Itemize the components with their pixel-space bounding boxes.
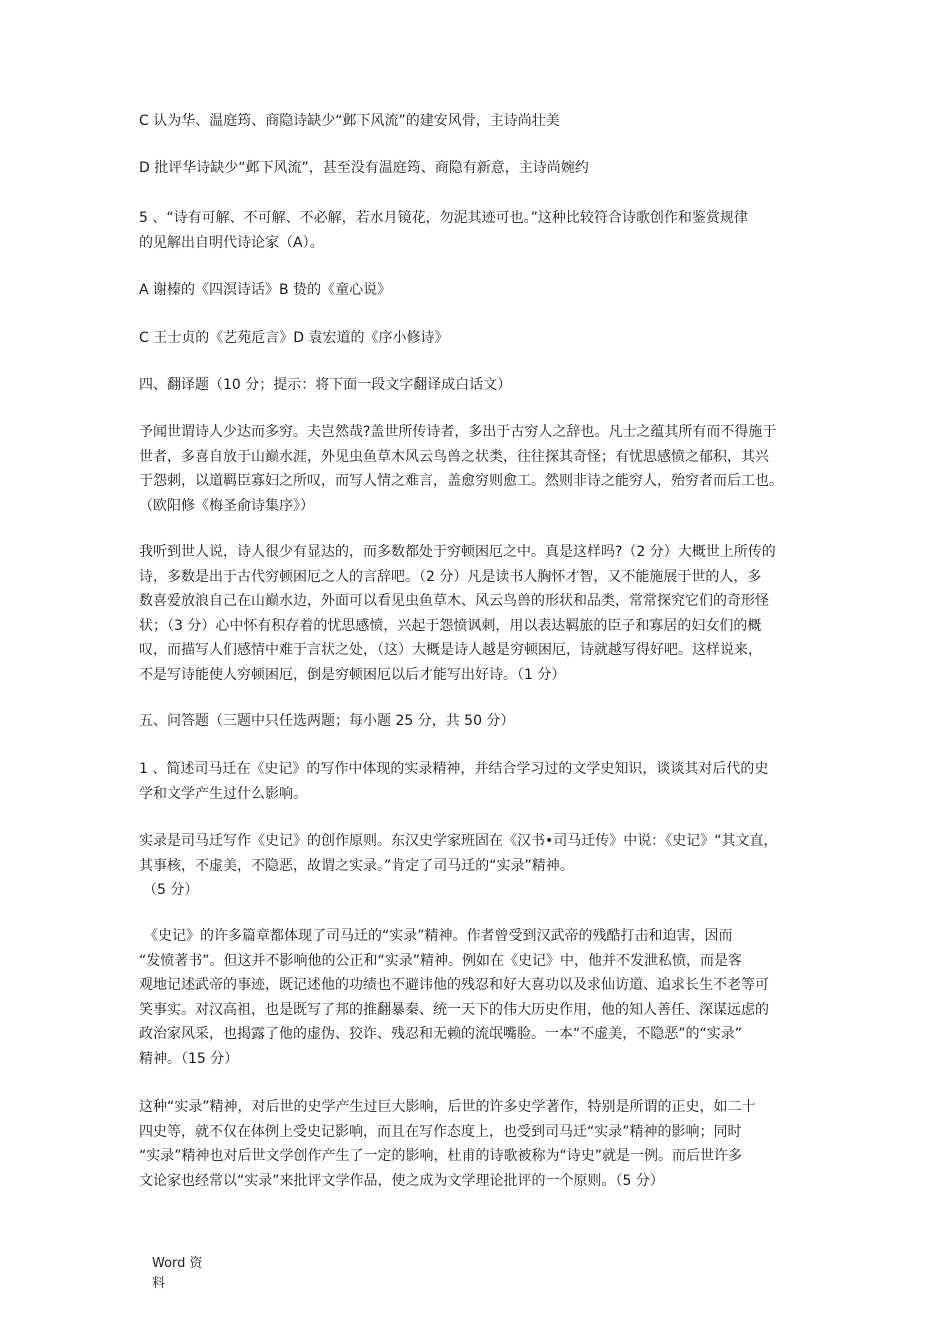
question-5-line-2: 的见解出自明代诗论家（A）。 [139, 235, 324, 251]
translation-line: 数喜爱放浪自己在山巅水边，外面可以看见虫鱼草木、风云鸟兽的形状和品类，常常探究它们的奇形怪 [139, 593, 769, 609]
section-5-heading: 五、问答题（三题中只任选两题；每小题 25 分，共 50 分） [139, 713, 515, 729]
answer-paragraph-2 [139, 924, 831, 1071]
question-1-line: 1 、简述司马迁在《史记》的写作中体现的实录精神，并结合学习过的文学史知识，谈谈其对后代的史 [139, 761, 769, 777]
original-text-line: 予闻世谓诗人少达而多穷。夫岂然哉?盖世所传诗者，多出于古穷人之辞也。凡士之蕴其所有而不得施于 [139, 424, 777, 440]
translation-line: 状；（3 分）心中怀有积存着的忧思感愤，兴起于怨愤讽刺，用以表达羁旅的臣子和寡居的妇女们的概 [139, 617, 762, 634]
question-5-line-1: 5 、“诗有可解、不可解、不必解，若水月镜花，勿泥其迹可也。”这种比较符合诗歌创作和鉴赏规律 [139, 210, 748, 226]
answer-line: 观地记述武帝的事迹，既记述他的功绩也不避讳他的残忍和好大喜功以及求仙访道、追求长生不老等可 [139, 977, 769, 993]
option-c-d: C 王士贞的《艺苑卮言》D 袁宏道的《序小修诗》 [139, 330, 449, 346]
answer-line: 这种“实录”精神，对后世的史学产生过巨大影响，后世的许多史学著作，特别是所谓的正史，如二十 [139, 1099, 756, 1115]
answer-line: 精神。（15 分） [139, 1050, 239, 1067]
answer-score: （5 分） [143, 882, 199, 898]
footer-line: 料 [152, 1276, 166, 1291]
answer-line: 政治家风采，也揭露了他的虚伪、狡诈、残忍和无赖的流氓嘴脸。一本“不虚美，不隐恶”的“实录” [139, 1026, 743, 1042]
answer-line: 文论家也经常以“实录”来批评文学作品，使之成为文学理论批评的一个原则。（5 分） [139, 1172, 664, 1189]
answer-line: “实录”精神也对后世文学创作产生了一定的影响，杜甫的诗歌被称为“诗史”就是一例。而后世许多 [139, 1148, 743, 1164]
original-text [139, 420, 831, 518]
translation-line: 诗，多数是出于古代穷顿困厄之人的言辞吧。（2 分）凡是读书人胸怀才智，又不能施展于世的人，多 [139, 568, 762, 585]
original-text-source: （欧阳修《梅圣俞诗集序》） [139, 497, 314, 514]
option-a-b: A 谢榛的《四溟诗话》B 贽的《童心说》 [139, 282, 392, 298]
answer-line: 笑事实。对汉高祖，也是既写了邦的推翻暴秦、统一天下的伟大历史作用，他的知人善任、深谋远虑的 [139, 1001, 769, 1018]
footer-line: Word 资 [152, 1256, 203, 1271]
answer-line: 四史等，就不仅在体例上受史记影响，而且在写作态度上，也受到司马迁“实录”精神的影响；同时 [139, 1123, 742, 1140]
translation-line: 不是写诗能使人穷顿困厄，倒是穷顿困厄以后才能写出好诗。（1 分） [139, 666, 566, 683]
answer-line: “发愤著书”。但这并不影响他的公正和“实录”精神。例如在《史记》中，他并不发泄私愤，而是客 [139, 952, 743, 969]
answer-paragraph-1 [139, 829, 831, 903]
answer-line: 实录是司马迁写作《史记》的创作原则。东汉史学家班固在《汉书•司马迁传》中说：《史记》“其文直， [139, 833, 778, 849]
option-c: C 认为华、温庭筠、商隐诗缺少“邺下风流”的建安风骨，主诗尚壮美 [139, 113, 560, 129]
translation-line: 叹，而描写人们感情中难于言状之处，（这）大概是诗人越是穷顿困厄，诗就越写得好吧。这样说来， [139, 642, 762, 658]
section-4-heading: 四、翻译题（10 分；提示：将下面一段文字翻译成白话文） [139, 377, 512, 393]
question-1-line: 学和文学产生过什么影响。 [139, 785, 307, 802]
answer-line: 《史记》的许多篇章都体现了司马迁的“实录”精神。作者曾受到汉武帝的残酷打击和迫害，因而 [144, 928, 733, 944]
original-text-line: 于怨刺，以道羁臣寡妇之所叹，而写人情之难言，盖愈穷则愈工。然则非诗之能穷人，殆穷者而后工也。 [139, 473, 783, 489]
translation-line: 我听到世人说，诗人很少有显达的，而多数都处于穷顿困厄之中。真是这样吗?（2 分）大概世上所传的 [139, 544, 776, 560]
option-d: D 批评华诗缺少“邺下风流”，甚至没有温庭筠、商隐有新意，主诗尚婉约 [139, 160, 589, 176]
answer-paragraph-3 [139, 1095, 831, 1193]
translation-text [139, 540, 831, 687]
question-1 [139, 757, 831, 806]
answer-line: 其事核，不虚美，不隐恶，故谓之实录。”肯定了司马迁的“实录”精神。 [139, 857, 574, 874]
page-footer [152, 1254, 212, 1294]
original-text-line: 世者，多喜自放于山巅水涯，外见虫鱼草木风云鸟兽之状类，往往探其奇怪；有忧思感愤之郁积，其兴 [139, 448, 769, 465]
